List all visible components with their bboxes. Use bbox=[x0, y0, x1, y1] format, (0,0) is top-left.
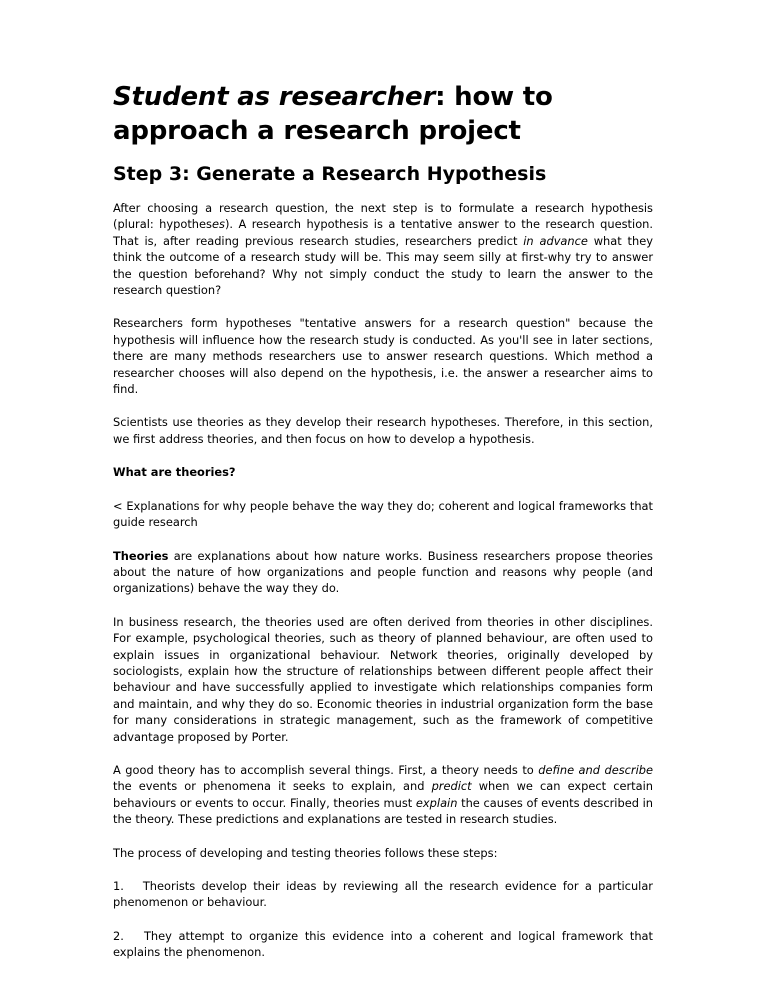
title-italic: Student as researcher bbox=[113, 82, 436, 112]
title-rest: : how to approach a research project bbox=[113, 82, 553, 146]
paragraph-hypotheses: Researchers form hypotheses "tentative answers for a research question" because the hypothesis will influence how the research study is conducted. As you'll see in later sections, there are many methods researchers use to answer research questions. Which method a researcher chooses will also depend on the hypothesis, i.e. the answer a researcher aims to find. bbox=[113, 316, 653, 397]
paragraph-good-theory: A good theory has to accomplish several things. First, a theory needs to define and describe the events or phenomena it seeks to explain, and predict when we can expect certain behaviours or events to occur. Finally, theories must explain the causes of events described in the theory. These predictions and explanations are tested in research studies. bbox=[113, 762, 654, 827]
list-item: 2. They attempt to organize this evidence into a coherent and logical framework that explains the phenomenon. bbox=[113, 928, 657, 960]
paragraph-intro: After choosing a research question, the next step is to formulate a research hypothesis (plural: hypotheses). A research hypothesis is a tentative answer to the research question. That is, after reading previous research studies, researchers predict in advance what they think the outcome of a research study will be. This may seem silly at first-why try to answer the question beforehand? Why not simply conduct the study to learn the answer to the research question? bbox=[113, 201, 654, 298]
list-item: 1. Theorists develop their ideas by reviewing all the research evidence for a particular phenomenon or behaviour. bbox=[113, 879, 657, 910]
document-page bbox=[113, 80, 657, 978]
subheading-theories: What are theories? bbox=[113, 465, 236, 480]
paragraph-business-research: In business research, the theories used are often derived from theories in other disciplines. For example, psychological theories, such as theory of planned behaviour, are often used to explain issues in organizational behaviour. Network theories, originally developed by sociologists, explain how the structure of relationships between different people affect their behaviour and have successfully applied to investigate which relationships companies form and maintain, and why they do so. Economic theories in industrial organization form the base for many considerations in strategic management, such as the framework of competitive advantage proposed by Porter. bbox=[113, 614, 653, 744]
paragraph-process: The process of developing and testing theories follows these steps: bbox=[113, 845, 498, 860]
paragraph-theories: Theories are explanations about how nature works. Business researchers propose theories about the nature of how organizations and people function and reasons why people (and organizations) behave the way they do. bbox=[113, 548, 653, 596]
document-title bbox=[113, 80, 653, 148]
definition-theories: < Explanations for why people behave the way they do; coherent and logical frameworks that guide research bbox=[113, 498, 653, 530]
paragraph-scientists: Scientists use theories as they develop their research hypotheses. Therefore, in this section, we first address theories, and then focus on how to develop a hypothesis. bbox=[113, 415, 653, 446]
step-heading: Step 3: Generate a Research Hypothesis bbox=[113, 163, 547, 185]
